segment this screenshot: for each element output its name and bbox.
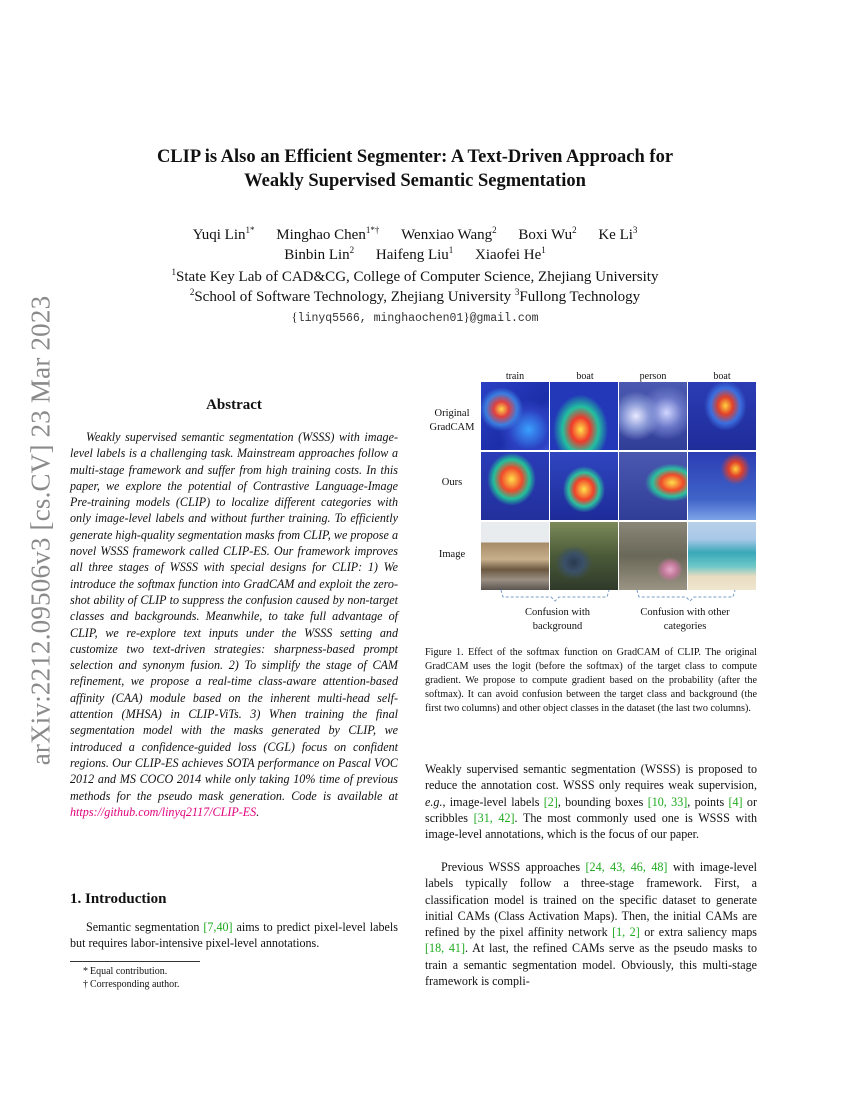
- figure-column-label: person: [639, 371, 667, 382]
- author: Wenxiao Wang$^2$: [401, 225, 497, 243]
- author-list: [100, 225, 730, 265]
- brace-label-background: Confusion with background: [524, 607, 591, 632]
- citation[interactable]: [10, 33]: [647, 794, 688, 809]
- boat-photo: [550, 522, 618, 590]
- citation[interactable]: [24, 43, 46, 48]: [585, 860, 668, 874]
- ours-person-heatmap: [619, 452, 687, 520]
- author: Binbin Lin$^2$: [284, 245, 355, 263]
- affiliations: $^1$State Key Lab of CAD&CG, College of Computer Science, Zhejiang University $^2$School of Software Technology, Zhejiang University $^3$Fullong Technology: [171, 267, 659, 305]
- author: Xiaofei He$^1$: [475, 245, 546, 263]
- ours-train-heatmap: [481, 452, 549, 520]
- figure-column-label: boat: [576, 371, 594, 382]
- figure-column-label: boat: [713, 371, 731, 382]
- paper-title: CLIP is Also an Efficient Segmenter: A Text-Driven Approach for Weakly Supervised Semantic Segmentation: [156, 147, 674, 191]
- figure-row-label: Ours: [441, 477, 463, 488]
- author-email: {linyq5566, minghaochen01}@gmail.com: [291, 309, 539, 325]
- gradcam-boat-heatmap: [550, 382, 618, 450]
- gradcam-boat2-heatmap: [688, 382, 756, 450]
- gradcam-person-heatmap: [619, 382, 687, 450]
- train-photo: [481, 522, 549, 590]
- arxiv-identifier: arXiv:2212.09506v3 [cs.CV] 23 Mar 2023: [25, 295, 56, 765]
- footnote: † Corresponding author.: [83, 979, 180, 990]
- citation[interactable]: [7,40]: [203, 920, 233, 934]
- ours-boat2-heatmap: [688, 452, 756, 520]
- figure-image-grid: [481, 382, 756, 589]
- body-paragraph: Previous WSSS approaches [24, 43, 46, 48] with image-level labels typically follow a three-stage framework. First, a classification model is trained on the specific dataset to generate initial CAMs (Class Activation Maps). Then, the initial CAMs are refined by the pixel affinity network [1, 2] or extra saliency maps [18, 41]. At last, the refined CAMs serve as the pseudo masks to train a semantic segmentation model. Obviously, this multi-stage framework is compli-: [425, 860, 757, 989]
- author: Minghao Chen$^{1*\dagger}$: [276, 225, 380, 243]
- citation[interactable]: [2]: [543, 794, 558, 809]
- code-link[interactable]: https://github.com/linyq2117/CLIP-ES: [70, 804, 257, 819]
- figure-row-label: Original GradCAM: [429, 408, 475, 433]
- author: Ke Li$^3$: [598, 225, 638, 243]
- figure-row-label: Image: [438, 549, 466, 560]
- abstract-body: Weakly supervised semantic segmentation (WSSS) with image-level labels is a challenging task. Mainstream approaches follow a multi-stage framework and suffer from high training costs. In this paper, we explore the potential of Contrastive Language-Image Pre-training models (CLIP) to localize different categories with only image-level labels and without further training. To efficiently generate high-quality segmentation masks from CLIP, we propose a novel WSSS framework called CLIP-ES. Our framework improves all three stages of WSSS with special designs for CLIP: 1) We introduce the softmax function into GradCAM and exploit the zero-shot ability of CLIP to suppress the confusion caused by non-target classes and backgrounds. Meanwhile, to take full advantage of CLIP, we re-explore text inputs under the WSSS setting and customize two text-driven strategies: sharpness-based prompt selection and synonym fusion. 2) To simplify the stage of CAM refinement, we propose a real-time class-aware attention-based affinity (CAA) module based on the inherent multi-head self-attention (MHSA) in CLIP-ViTs. 3) When training the final segmentation model with the masks generated by CLIP, we introduced a confidence-guided loss (CGL) focus on confident regions. Our CLIP-ES achieves SOTA performance on Pascal VOC 2012 and MS COCO 2014 while only taking 10% time of previous methods for the pseudo mask generation. Code is available at https://github.com/linyq2117/CLIP-ES.: [70, 430, 398, 819]
- section-heading-introduction: 1. Introduction: [70, 891, 167, 907]
- beach-photo: [688, 522, 756, 590]
- brace-label-categories: Confusion with other categories: [640, 607, 730, 632]
- person-photo: [619, 522, 687, 590]
- citation[interactable]: [18, 41]: [425, 941, 466, 956]
- intro-paragraph: Semantic segmentation [7,40] aims to predict pixel-level labels but requires labor-intensive pixel-level annotations.: [70, 920, 398, 951]
- figure-caption: Figure 1. Effect of the softmax function on GradCAM of CLIP. The original GradCAM uses the logit (before the softmax) of the target class to compute gradient. We propose to compute gradient based on the probability (after the softmax). It can avoid confusion between the target class and background (the first two columns) and other object classes in the dataset (the last two columns).: [425, 647, 757, 714]
- citation[interactable]: [31, 42]: [473, 810, 515, 825]
- abstract-heading: Abstract: [206, 397, 262, 413]
- footnote: * Equal contribution.: [83, 966, 168, 977]
- ours-boat-heatmap: [550, 452, 618, 520]
- figure-braces: [481, 588, 757, 602]
- body-paragraph: Weakly supervised semantic segmentation (WSSS) is proposed to reduce the annotation cost. WSSS only requires weak supervision, e.g., image-level labels [2], bounding boxes [10, 33], points [4] or scribbles [31, 42]. The most commonly used one is WSSS with image-level annotations, which is the focus of our paper.: [425, 762, 757, 842]
- author: Haifeng Liu$^1$: [375, 245, 454, 263]
- gradcam-train-heatmap: [481, 382, 549, 450]
- citation[interactable]: [4]: [728, 794, 743, 809]
- figure-column-label: train: [505, 371, 525, 382]
- author: Boxi Wu$^2$: [518, 225, 577, 243]
- citation[interactable]: [1, 2]: [612, 925, 640, 940]
- footnote-rule: [70, 961, 200, 962]
- author: Yuqi Lin$^{1*}$: [192, 225, 255, 243]
